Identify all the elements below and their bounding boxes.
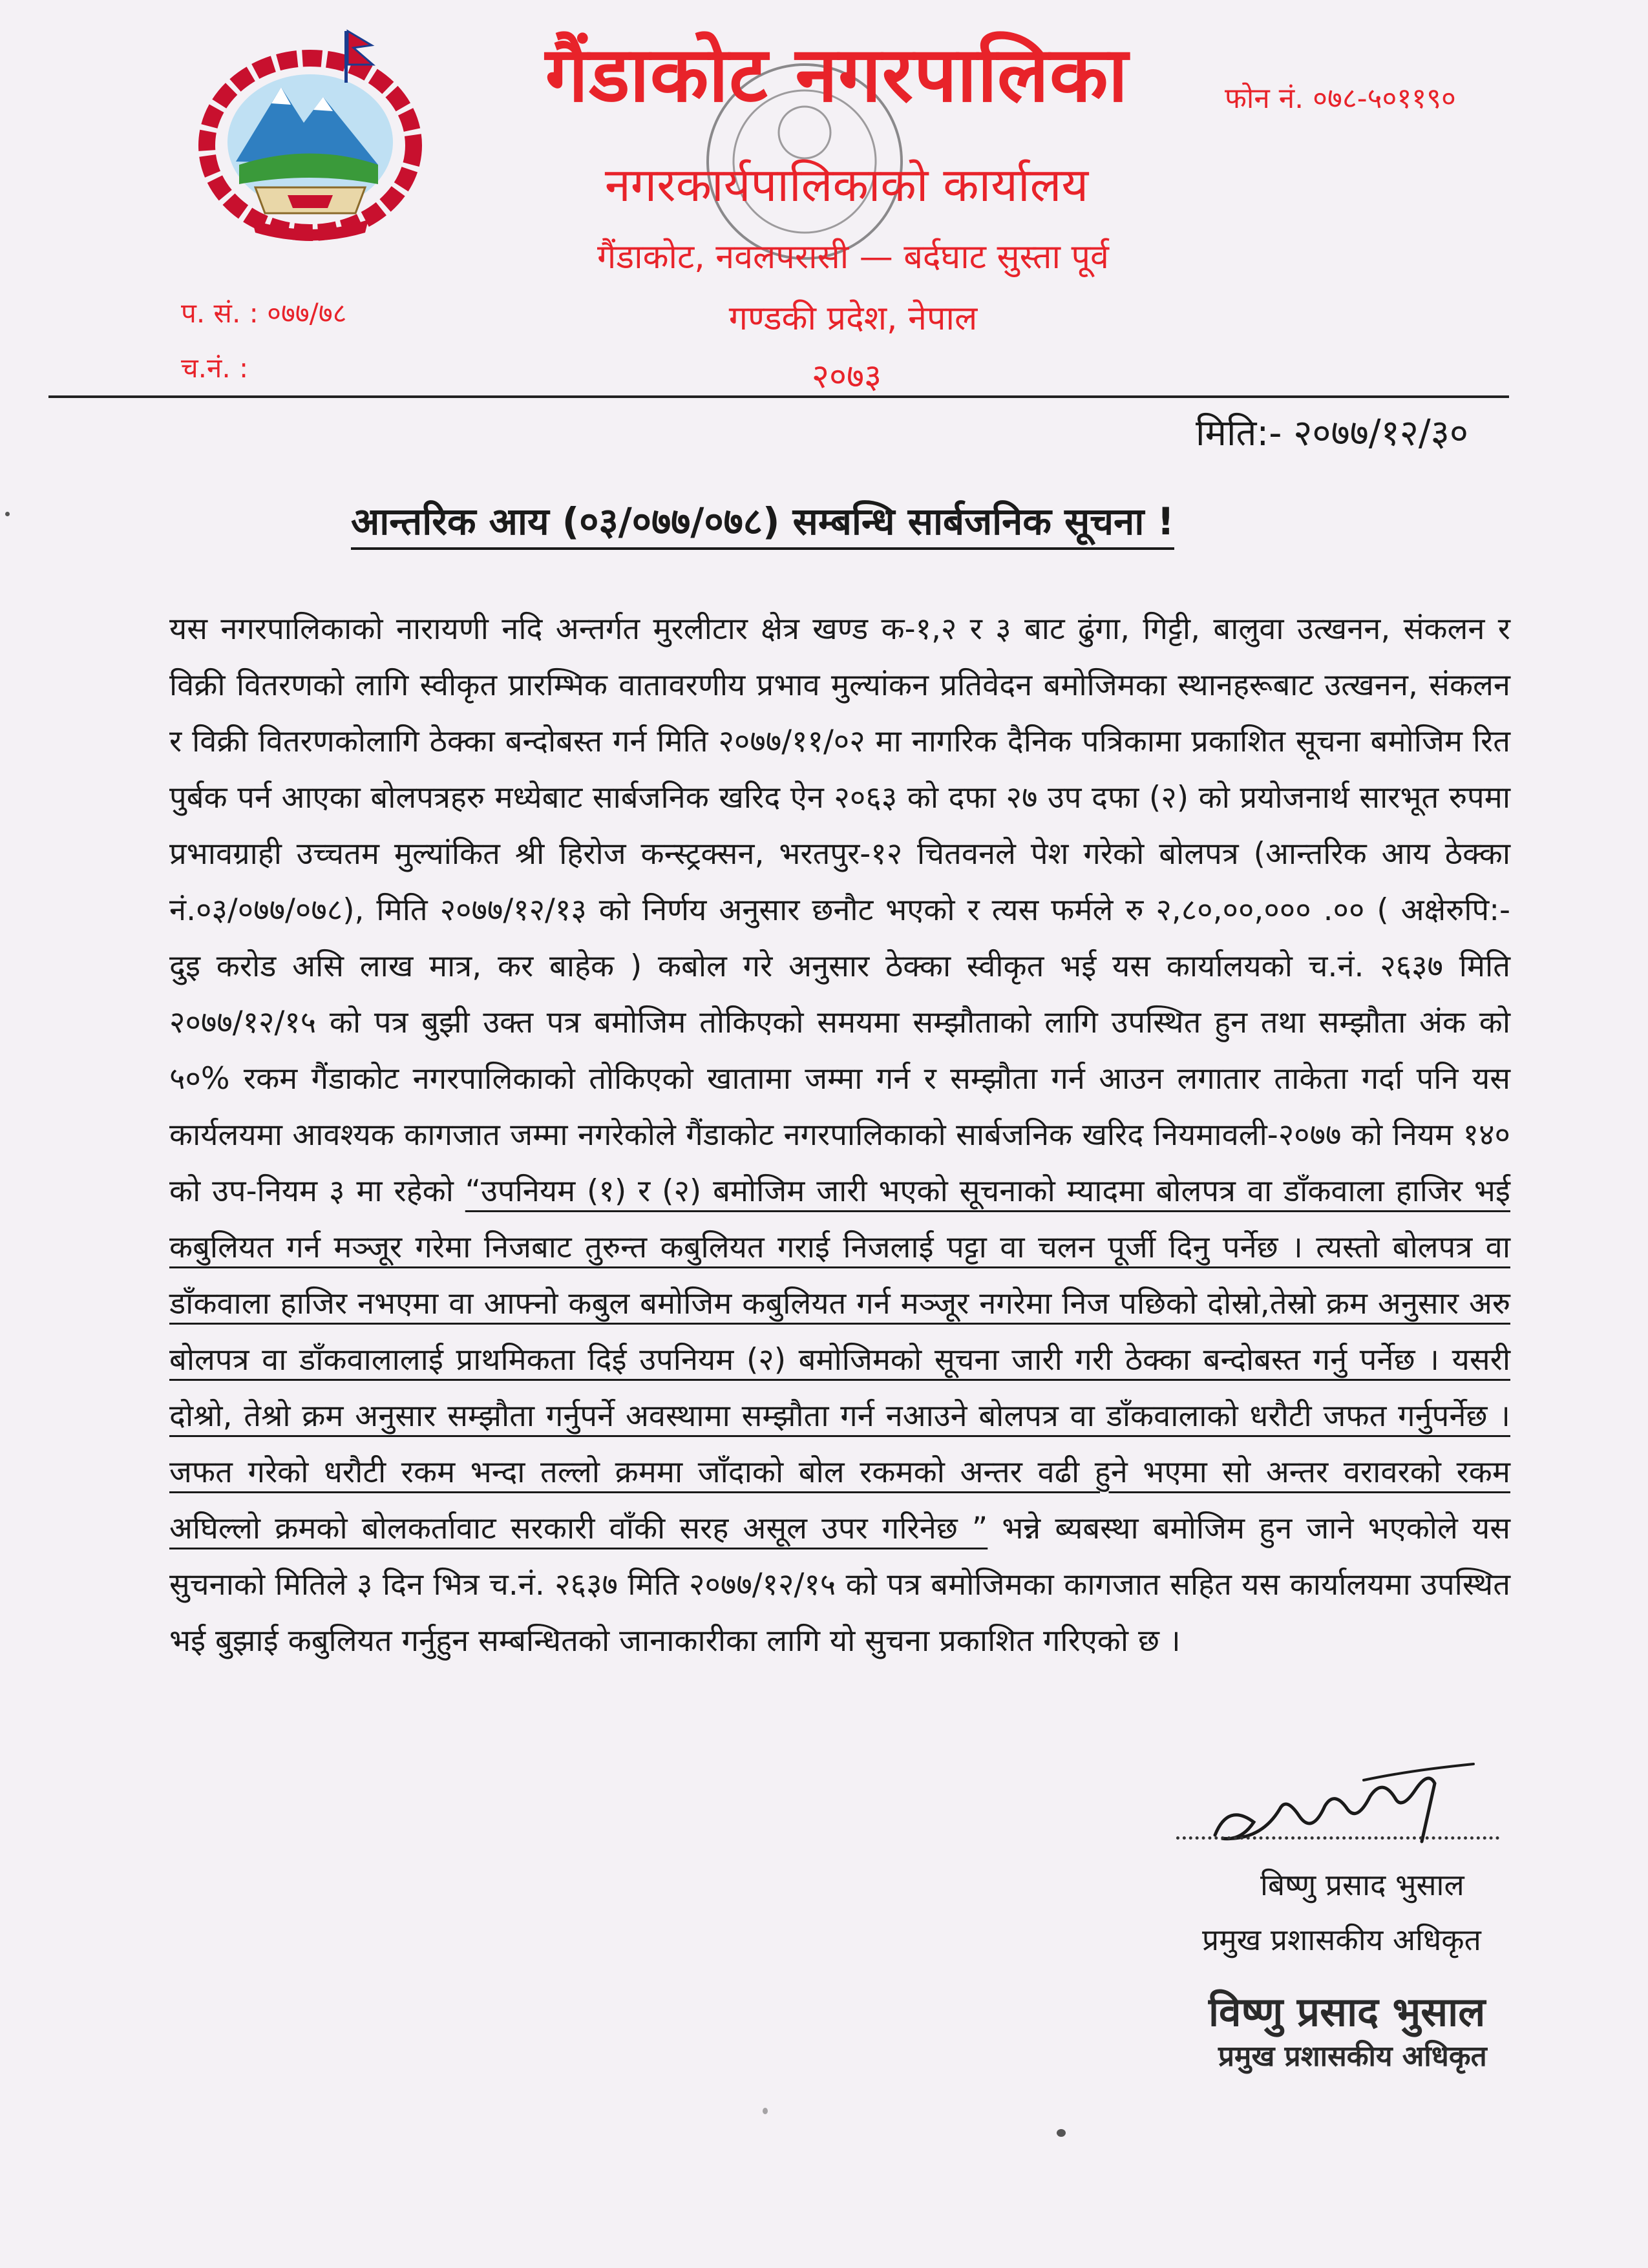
letter-date: मिति:- २०७७/१२/३०	[1196, 412, 1468, 454]
ink-smudge	[1057, 2129, 1066, 2137]
signer-title: प्रमुख प्रशासकीय अधिकृत	[1202, 1922, 1481, 1957]
header-divider	[48, 395, 1509, 398]
notice-body	[169, 601, 1510, 1669]
signature-line	[1176, 1836, 1499, 1840]
office-name: नगरकार्यपालिकाको कार्यालय	[604, 158, 1089, 212]
notice-subject-text: आन्तरिक आय (०३/०७७/०७८) सम्बन्धि सार्बजनिक सूचना !	[351, 499, 1174, 550]
notice-body-quoted-rule: “उपनियम (१) र (२) बमोजिम जारी भएको सूचनाको म्यादमा बोलपत्र वा डाँकवाला हाजिर भई कबुलियत गर्न मञ्जूर गरेमा निजबाट तुरुन्त कबुलियत गराई निजलाई पट्टा वा चलन पूर्जी दिनु पर्नेछ । त्यस्तो बोलपत्र वा डाँकवाला हाजिर नभएमा वा आफ्नो कबुल बमोजिम कबुलियत गर्न मञ्जूर नगरेमा निज पछिको दोस्रो,तेस्रो क्रम अनुसार अरु बोलपत्र वा डाँकवालालाई प्राथमिकता दिई उपनियम (२) बमोजिमको सूचना जारी गरी ठेक्का बन्दोबस्त गर्नु पर्नेछ । यसरी दोश्रो, तेश्रो क्रम अनुसार सम्झौता गर्नुपर्ने अवस्थामा सम्झौता गर्न नआउने बोलपत्र वा डाँकवालाको धरौटी जफत गर्नुपर्नेछ । जफत गरेको धरौटी रकम भन्दा तल्लो क्रममा जाँदाको बोल रकमको अन्तर वढी हुने भएमा सो अन्तर वरावरको रकम अघिल्लो क्रमको बोलकर्तावाट सरकारी वाँकी सरह असूल उपर गरिनेछ ”	[169, 1173, 1510, 1546]
name-seal: विष्णु प्रसाद भुसाल	[1209, 1988, 1486, 2035]
nepal-emblem-icon	[184, 26, 436, 252]
reference-number: प. सं. : ०७७/७८	[181, 297, 347, 329]
dispatch-number: च.नं. :	[181, 352, 249, 384]
org-name: गैंडाकोट नगरपालिका	[545, 30, 1129, 119]
title-seal: प्रमुख प्रशासकीय अधिकृत	[1218, 2040, 1487, 2073]
ink-smudge	[5, 512, 10, 516]
ink-smudge	[763, 2108, 768, 2114]
signer-name: बिष्णु प्रसाद भुसाल	[1260, 1867, 1464, 1902]
notice-subject	[194, 494, 1331, 545]
office-address: गैंडाकोट, नवलपरासी — बर्दघाट सुस्ता पूर्व	[597, 238, 1109, 277]
established-year: २०७३	[811, 357, 882, 396]
province: गण्डकी प्रदेश, नेपाल	[728, 299, 978, 338]
notice-body-intro: यस नगरपालिकाको नारायणी नदि अन्तर्गत मुरलीटार क्षेत्र खण्ड क-१,२ र ३ बाट ढुंगा, गिट्टी, बालुवा उत्खनन, संकलन र विक्री वितरणको लागि स्वीकृत प्रारम्भिक वातावरणीय प्रभाव मुल्यांकन प्रतिवेदन बमोजिमका स्थानहरूबाट उत्खनन, संकलन र विक्री वितरणकोलागि ठेक्का बन्दोबस्त गर्न मिति २०७७/११/०२ मा नागरिक दैनिक पत्रिकामा प्रकाशित सूचना बमोजिम रित पुर्बक पर्न आएका बोलपत्रहरु मध्येबाट सार्बजनिक खरिद ऐन २०६३ को दफा २७ उप दफा (२) को प्रयोजनार्थ सारभूत रुपमा प्रभावग्राही उच्चतम मुल्यांकित श्री हिरोज कन्स्ट्रक्सन, भरतपुर-१२ चितवनले पेश गरेको बोलपत्र (आन्तरिक आय ठेक्का नं.०३/०७७/०७८), मिति २०७७/१२/१३ को निर्णय अनुसार छनौट भएको र त्यस फर्मले रु २,८०,००,००० .०० ( अक्षेरुपि:- दुइ करोड असि लाख मात्र, कर बाहेक ) कबोल गरे अनुसार ठेक्का स्वीकृत भई यस कार्यालयको च.नं. २६३७ मिति २०७७/१२/१५ को पत्र बुझी उक्त पत्र बमोजिम तोकिएको समयमा सम्झौताको लागि उपस्थित हुन तथा सम्झौता अंक को ५०% रकम गैंडाकोट नगरपालिकाको तोकिएको खातामा जम्मा गर्न र सम्झौता गर्न आउन लगातार ताकेता गर्दा पनि यस कार्यलयमा आवश्यक कागजात जम्मा नगरेकोले गैंडाकोट नगरपालिकाको सार्बजनिक खरिद नियमावली-२०७७ को नियम १४० को उप-नियम ३ मा रहेको	[169, 611, 1510, 1209]
phone-number: फोन नं. ०७८-५०११९०	[1225, 82, 1456, 115]
notice-body-closing: भन्ने ब्यबस्था बमोजिम हुन जाने भएकोले यस सुचनाको मितिले ३ दिन भित्र च.नं. २६३७ मिति २०७७/१२/१५ को पत्र बमोजिमका कागजात सहित यस कार्यालयमा उपस्थित भई बुझाई कबुलियत गर्नुहुन सम्बन्धितको जानाकारीका लागि यो सुचना प्रकाशित गरिएको छ ।	[169, 1511, 1510, 1659]
